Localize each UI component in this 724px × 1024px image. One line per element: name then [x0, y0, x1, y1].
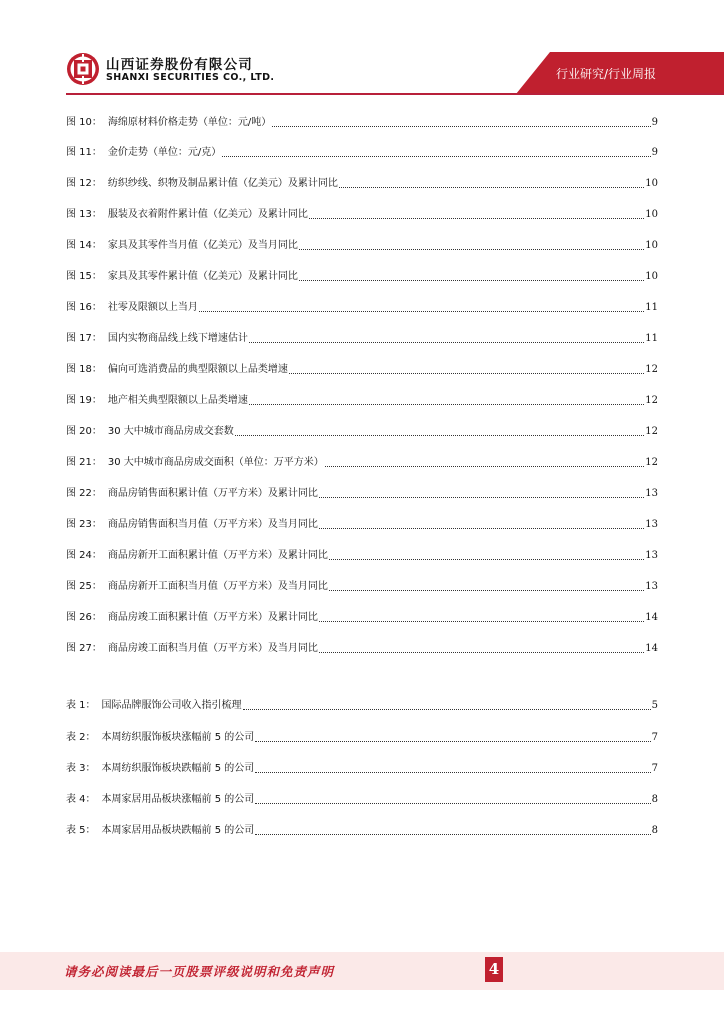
- leader-dots: [319, 528, 644, 529]
- table-title: 本周家居用品板块涨幅前 5 的公司: [101, 794, 255, 805]
- table-page: 8: [651, 794, 658, 805]
- leader-dots: [309, 218, 644, 219]
- leader-dots: [319, 497, 644, 498]
- figure-label: 图 25：: [66, 581, 102, 592]
- figure-title: 家具及其零件当月值（亿美元）及当月同比: [107, 240, 298, 251]
- figure-entry[interactable]: [66, 268, 658, 284]
- figure-entry[interactable]: [66, 609, 658, 625]
- figure-title: 商品房新开工面积当月值（万平方米）及当月同比: [107, 581, 328, 592]
- figure-label: 图 14：: [66, 240, 102, 251]
- table-title: 国际品牌服饰公司收入指引梳理: [101, 700, 242, 711]
- figure-title: 商品房新开工面积累计值（万平方米）及累计同比: [107, 550, 328, 561]
- figure-entry[interactable]: [66, 330, 658, 346]
- page-header: [0, 0, 724, 110]
- figure-entry[interactable]: [66, 423, 658, 439]
- report-type: 行业研究/行业周报: [556, 67, 657, 81]
- leader-dots: [235, 435, 644, 436]
- table-entry[interactable]: [66, 729, 658, 745]
- table-title: 本周家居用品板块跌幅前 5 的公司: [101, 825, 255, 836]
- figure-label: 图 20：: [66, 426, 102, 437]
- leader-dots: [299, 249, 644, 250]
- figure-label: 图 19：: [66, 395, 102, 406]
- figure-title: 海绵原材料价格走势（单位：元/吨）: [107, 117, 272, 128]
- figure-page: 9: [651, 147, 658, 158]
- figure-page: 9: [651, 117, 658, 128]
- leader-dots: [255, 772, 650, 773]
- figure-label: 图 15：: [66, 271, 102, 282]
- leader-dots: [299, 280, 644, 281]
- figure-page: 10: [645, 209, 658, 220]
- figure-label: 图 10：: [66, 117, 102, 128]
- table-page: 5: [651, 700, 658, 711]
- figure-label: 图 27：: [66, 643, 102, 654]
- figure-title: 纺织纱线、织物及制品累计值（亿美元）及累计同比: [107, 178, 338, 189]
- leader-dots: [325, 466, 644, 467]
- figure-entry[interactable]: [66, 299, 658, 315]
- leader-dots: [249, 342, 644, 343]
- page-number: 4: [485, 957, 503, 982]
- figure-label: 图 21：: [66, 457, 102, 468]
- table-entry[interactable]: [66, 791, 658, 807]
- figure-page: 14: [645, 612, 658, 623]
- figure-page: 12: [645, 426, 658, 437]
- figure-title: 地产相关典型限额以上品类增速: [107, 395, 248, 406]
- figure-entry[interactable]: [66, 485, 658, 501]
- figure-title: 商品房竣工面积累计值（万平方米）及累计同比: [107, 612, 318, 623]
- table-entry[interactable]: [66, 697, 658, 713]
- table-label: 表 2：: [66, 732, 96, 743]
- figure-title: 社零及限额以上当月: [107, 302, 198, 313]
- leader-dots: [249, 404, 644, 405]
- figure-label: 图 17：: [66, 333, 102, 344]
- figure-page: 14: [645, 643, 658, 654]
- figure-entry[interactable]: [66, 547, 658, 563]
- figure-entry[interactable]: [66, 206, 658, 222]
- figure-page: 13: [645, 550, 658, 561]
- disclaimer-text: 请务必阅读最后一页股票评级说明和免责声明: [64, 964, 335, 979]
- figure-page: 13: [645, 519, 658, 530]
- figure-entry[interactable]: [66, 578, 658, 594]
- figure-page: 12: [645, 395, 658, 406]
- figure-entry[interactable]: [66, 237, 658, 253]
- figure-entry[interactable]: [66, 454, 658, 470]
- figure-title: 商品房销售面积当月值（万平方米）及当月同比: [107, 519, 318, 530]
- figure-title: 家具及其零件累计值（亿美元）及累计同比: [107, 271, 298, 282]
- figure-label: 图 16：: [66, 302, 102, 313]
- figure-label: 图 11：: [66, 147, 102, 158]
- table-entry[interactable]: [66, 760, 658, 776]
- leader-dots: [255, 834, 650, 835]
- figure-title: 30 大中城市商品房成交面积（单位：万平方米）: [107, 457, 324, 468]
- figure-title: 金价走势（单位：元/克）: [107, 147, 222, 158]
- figure-page: 11: [645, 333, 658, 344]
- figure-title: 30 大中城市商品房成交套数: [107, 426, 234, 437]
- leader-dots: [319, 621, 644, 622]
- leader-dots: [272, 126, 650, 127]
- table-page: 8: [651, 825, 658, 836]
- leader-dots: [319, 652, 644, 653]
- table-label: 表 3：: [66, 763, 96, 774]
- table-label: 表 4：: [66, 794, 96, 805]
- figure-entry[interactable]: [66, 144, 658, 160]
- figure-page: 12: [645, 457, 658, 468]
- figure-label: 图 18：: [66, 364, 102, 375]
- leader-dots: [339, 187, 644, 188]
- figure-title: 商品房销售面积累计值（万平方米）及累计同比: [107, 488, 318, 499]
- figure-page: 13: [645, 581, 658, 592]
- figure-page: 10: [645, 240, 658, 251]
- figure-page: 11: [645, 302, 658, 313]
- table-page: 7: [651, 732, 658, 743]
- company-logo-icon: [66, 52, 100, 86]
- leader-dots: [329, 559, 644, 560]
- table-page: 7: [651, 763, 658, 774]
- table-label: 表 1：: [66, 700, 96, 711]
- leader-dots: [329, 590, 644, 591]
- header-rule: [66, 93, 724, 95]
- figure-label: 图 24：: [66, 550, 102, 561]
- leader-dots: [222, 156, 650, 157]
- table-title: 本周纺织服饰板块跌幅前 5 的公司: [101, 763, 255, 774]
- leader-dots: [243, 709, 651, 710]
- table-title: 本周纺织服饰板块涨幅前 5 的公司: [101, 732, 255, 743]
- figure-entry[interactable]: [66, 175, 658, 191]
- figure-entry[interactable]: [66, 392, 658, 408]
- figure-label: 图 26：: [66, 612, 102, 623]
- figure-title: 商品房竣工面积当月值（万平方米）及当月同比: [107, 643, 318, 654]
- figure-label: 图 12：: [66, 178, 102, 189]
- figure-page: 12: [645, 364, 658, 375]
- figure-entry[interactable]: [66, 640, 658, 656]
- figure-title: 服装及衣着附件累计值（亿美元）及累计同比: [107, 209, 308, 220]
- table-entry[interactable]: [66, 822, 658, 838]
- leader-dots: [255, 741, 650, 742]
- figure-page: 13: [645, 488, 658, 499]
- table-label: 表 5：: [66, 825, 96, 836]
- leader-dots: [199, 311, 644, 312]
- figure-page: 10: [645, 178, 658, 189]
- company-name-cn: 山西证券股份有限公司: [106, 57, 253, 73]
- figure-label: 图 13：: [66, 209, 102, 220]
- company-name-en: SHANXI SECURITIES CO., LTD.: [106, 72, 275, 83]
- figure-title: 偏向可选消费品的典型限额以上品类增速: [107, 364, 288, 375]
- figure-title: 国内实物商品线上线下增速估计: [107, 333, 248, 344]
- figure-entry[interactable]: [66, 361, 658, 377]
- figure-label: 图 22：: [66, 488, 102, 499]
- figure-page: 10: [645, 271, 658, 282]
- figure-entry[interactable]: [66, 516, 658, 532]
- leader-dots: [255, 803, 650, 804]
- leader-dots: [289, 373, 644, 374]
- figure-label: 图 23：: [66, 519, 102, 530]
- figure-entry[interactable]: [66, 114, 658, 130]
